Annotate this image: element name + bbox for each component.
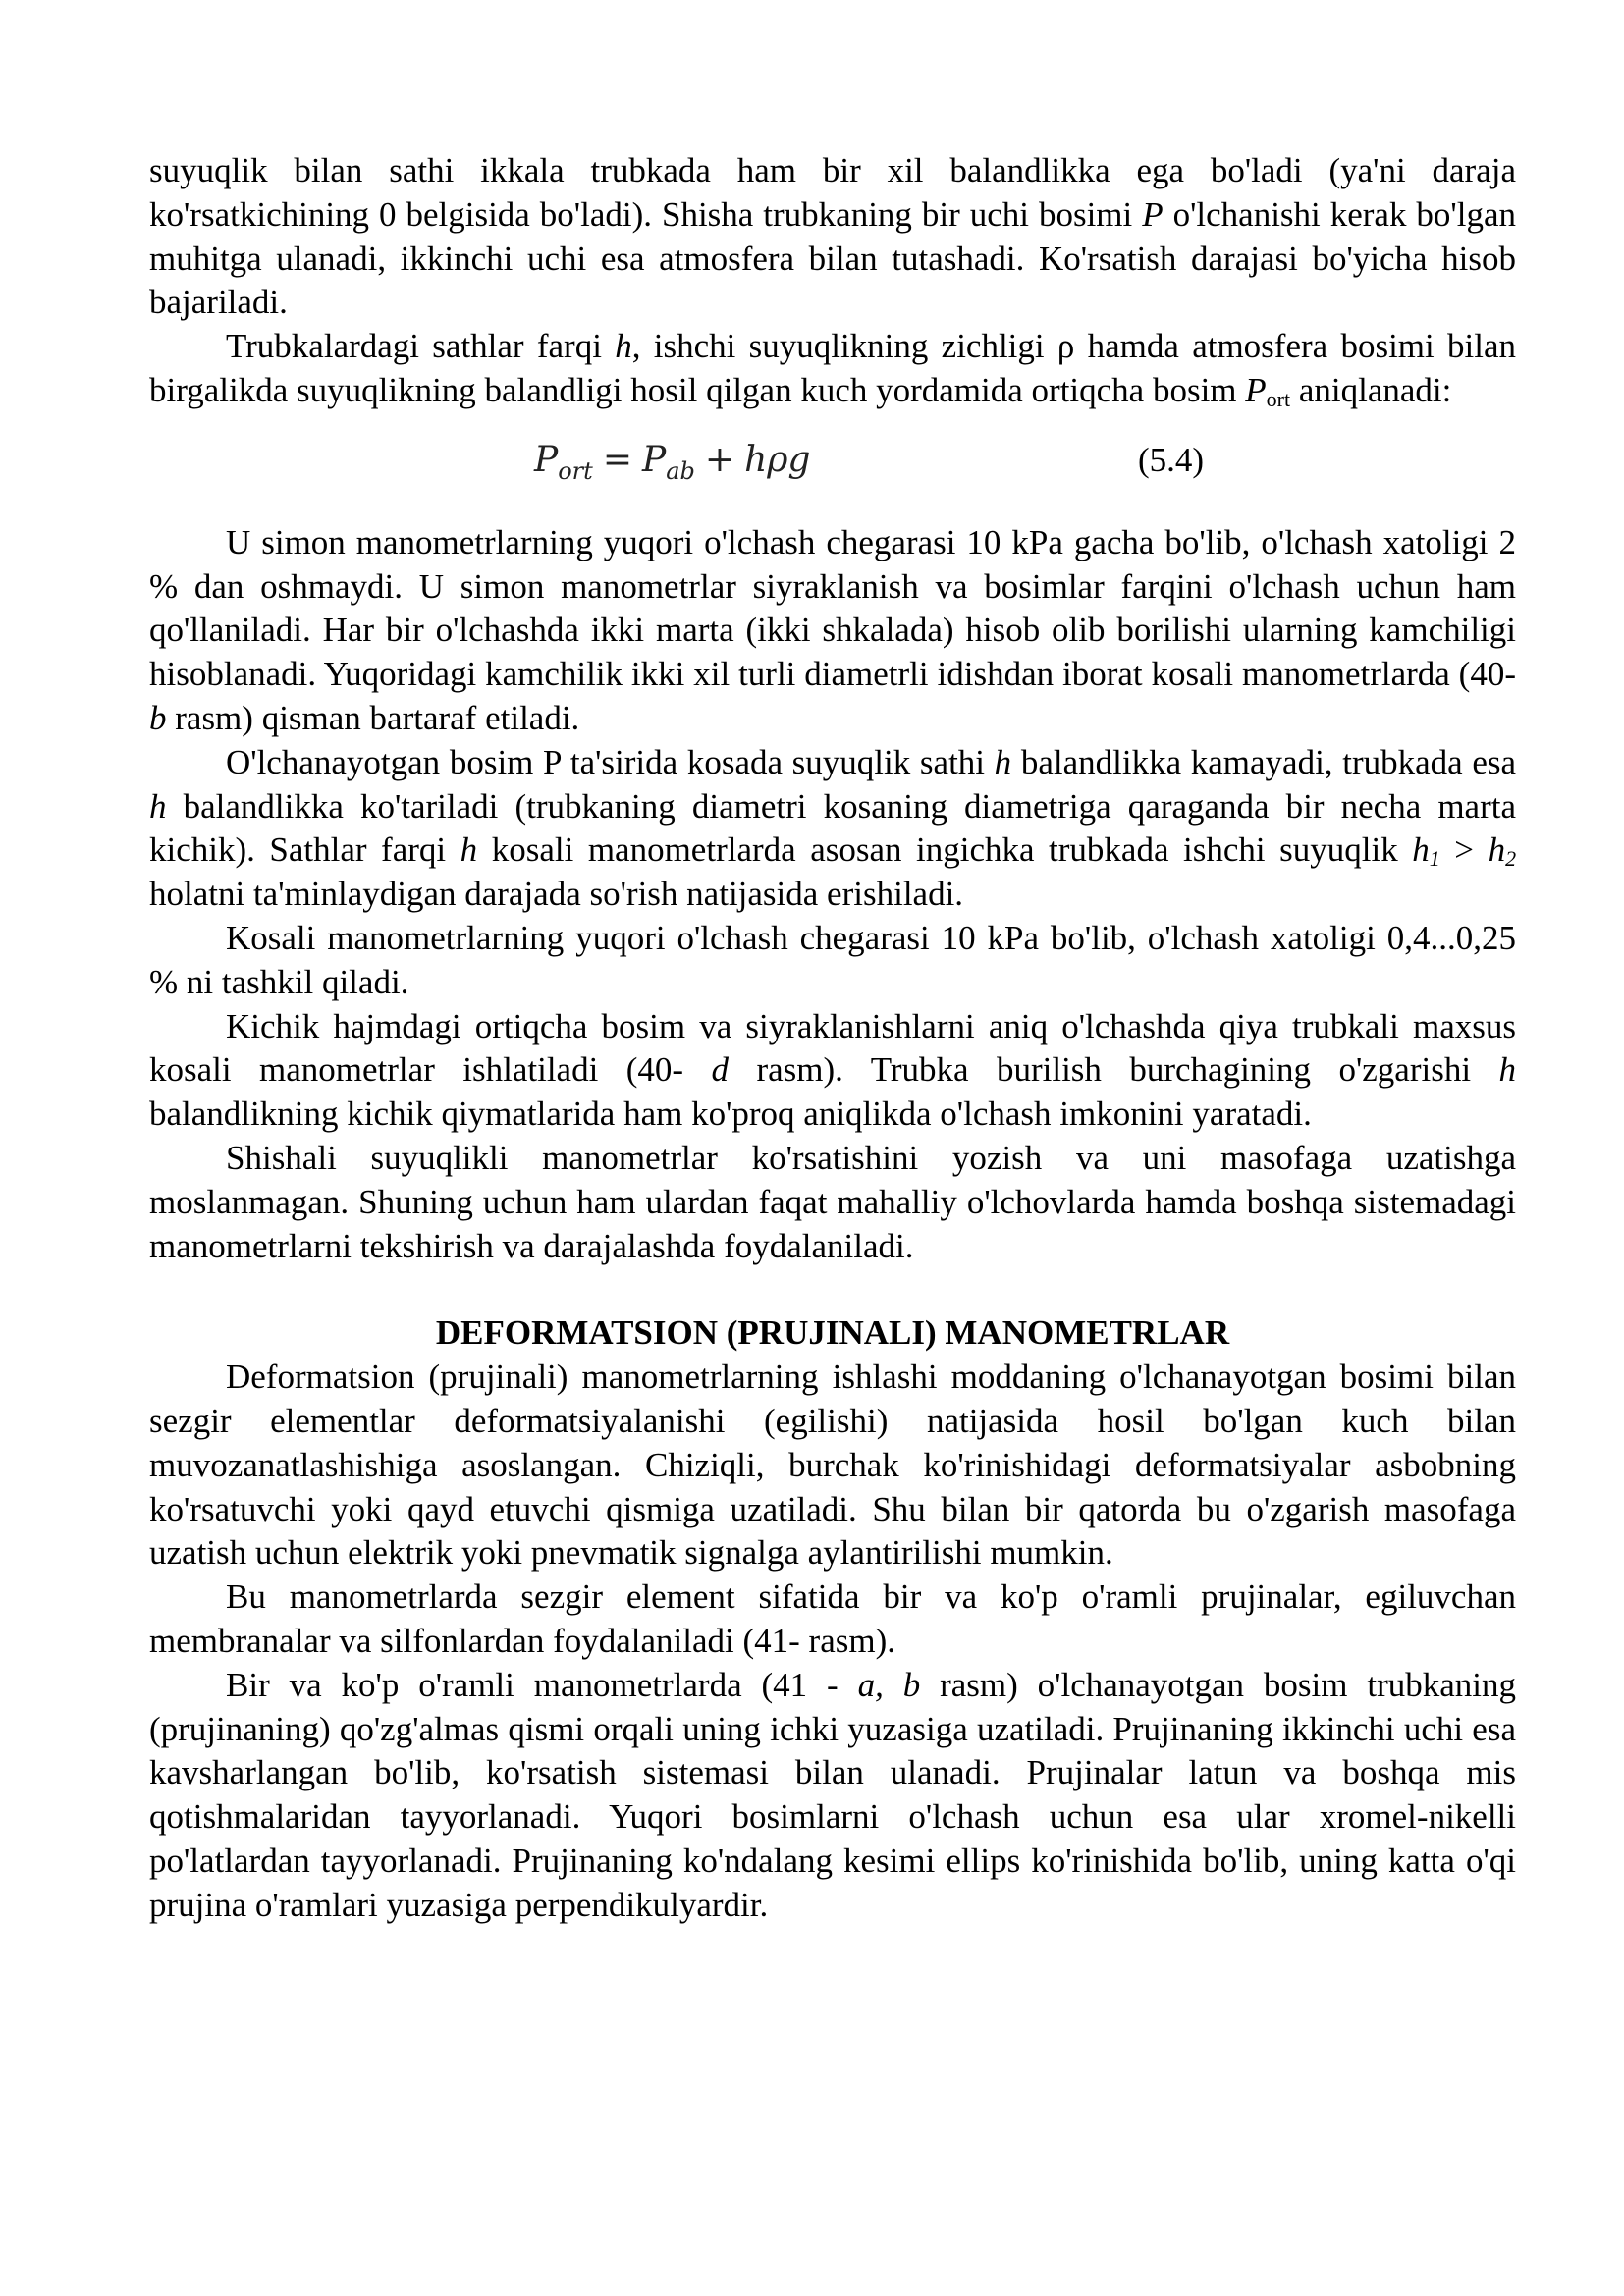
- variable-h: h: [615, 327, 632, 366]
- document-page: [149, 149, 1516, 1927]
- paragraph-5: Kosali manometrlarning yuqori o'lchash chegarasi 10 kPa bo'lib, o'lchash xatoligi 0,4...0,25 % ni tashkil qiladi.: [149, 918, 1516, 1001]
- paragraph-3: U simon manometrlarning yuqori o'lchash chegarasi 10 kPa gacha bo'lib, o'lchash xatoligi 2 % dan oshmaydi. U simon manometrlar siyraklanish va bosimlar farqini o'lchash uchun ham qo'llaniladi. Har bir o'lchashda ikki marta (ikki shkalada) hisob olib borilishi ularning kamchiligi hisoblanadi. Yuqoridagi kamchilik ikki xil turli diametrli idishdan iborat kosali manometrlarda (40- b rasm) qisman bartaraf etiladi.: [149, 522, 1516, 737]
- paragraph-8: Deformatsion (prujinali) manometrlarning ishlashi moddaning o'lchanayotgan bosimi bilan sezgir elementlar deformatsiyalanishi (egilishi) natijasida hosil bo'lgan kuch bilan muvozanatlashishiga asoslangan. Chiziqli, burchak ko'rinishidagi deformatsiyalar asbobning ko'rsatuvchi yoki qayd etuvchi qismiga uzatiladi. Shu bilan bir qatorda bu o'zgarish masofaga uzatish uchun elektrik yoki pnevmatik signalga aylantirilishi mumkin.: [149, 1358, 1516, 1573]
- paragraph-10: Bir va ko'p o'ramli manometrlarda (41 - a, b rasm) o'lchanayotgan bosim trubkaning (prujinaning) qo'zg'almas qismi orqali uning ichki yuzasiga uzatiladi. Prujinaning ikkinchi uchi esa kavsharlangan bo'lib, ko'rsatish sistemasi bilan ulanadi. Prujinalar latun va boshqa mis qotishmalaridan tayyorlanadi. Yuqori bosimlarni o'lchash uchun esa ular xromel-nikelli po'latlardan tayyorlanadi. Prujinaning ko'ndalang kesimi ellips ko'rinishida bo'lib, uning katta o'qi prujina o'ramlari yuzasiga perpendikulyardir.: [149, 1665, 1517, 1924]
- paragraph-2: Trubkalardagi sathlar farqi h, ishchi suyuqlikning zichligi ρ hamda atmosfera bosimi bilan birgalikda suyuqlikning balandligi hosil qilgan kuch yordamida ortiqcha bosim $P_{ort}$ aniqlanadi:: [149, 327, 1517, 411]
- variable-b: b: [149, 698, 167, 737]
- paragraph-4: O'lchanayotgan bosim P ta'sirida kosada suyuqlik sathi h balandlikka kamayadi, trubkada esa h balandlikka ko'tariladi (trubkaning diametri kosaning diametriga qaraganda bir necha marta kichik). Sathlar farqi h kosali manometrlarda asosan ingichka trubkada ishchi suyuqlik $h_1 > h_2$ holatni ta'minlaydigan darajada so'rish natijasida erishiladi.: [149, 742, 1517, 914]
- variable-P: P: [1245, 370, 1267, 409]
- paragraph-7: Shishali suyuqlikli manometrlar ko'rsatishini yozish va uni masofaga uzatishga moslanmagan. Shuning uchun ham ulardan faqat mahalliy o'lchovlarda hamda boshqa sistemadagi manometrlarni tekshirish va darajalashda foydalaniladi.: [149, 1138, 1516, 1265]
- paragraph-9: Bu manometrlarda sezgir element sifatida bir va ko'p o'ramli prujinalar, egiluvchan membranalar va silfonlardan foydalaniladi (41- rasm).: [149, 1577, 1516, 1660]
- variable-P: P: [1142, 194, 1164, 234]
- subscript-ort: ort: [1266, 386, 1291, 411]
- equation-number: (5.4): [1138, 440, 1205, 479]
- section-heading: DEFORMATSION (PRUJINALI) MANOMETRLAR: [435, 1313, 1230, 1353]
- equation-formula: $P_{ort} = P_{ab} + h\rho g$: [534, 439, 811, 485]
- equation-row: [149, 433, 1516, 492]
- paragraph-6: Kichik hajmdagi ortiqcha bosim va siyraklanishlarni aniq o'lchashda qiya trubkali maxsus kosali manometrlar ishlatiladi (40- d rasm). Trubka burilish burchagining o'zgarishi h balandlikning kichik qiymatlarida ham ko'proq aniqlikda o'lchash imkonini yaratadi.: [149, 1006, 1517, 1134]
- paragraph-1: suyuqlik bilan sathi ikkala trubkada ham bir xil balandlikka ega bo'ladi (ya'ni daraja ko'rsatkichining 0 belgisida bo'ladi). Shisha trubkaning bir uchi bosimi P o'lchanishi kerak bo'lgan muhitga ulanadi, ikkinchi uchi esa atmosfera bilan tutashadi. Ko'rsatish darajasi bo'yicha hisob bajariladi.: [149, 151, 1516, 322]
